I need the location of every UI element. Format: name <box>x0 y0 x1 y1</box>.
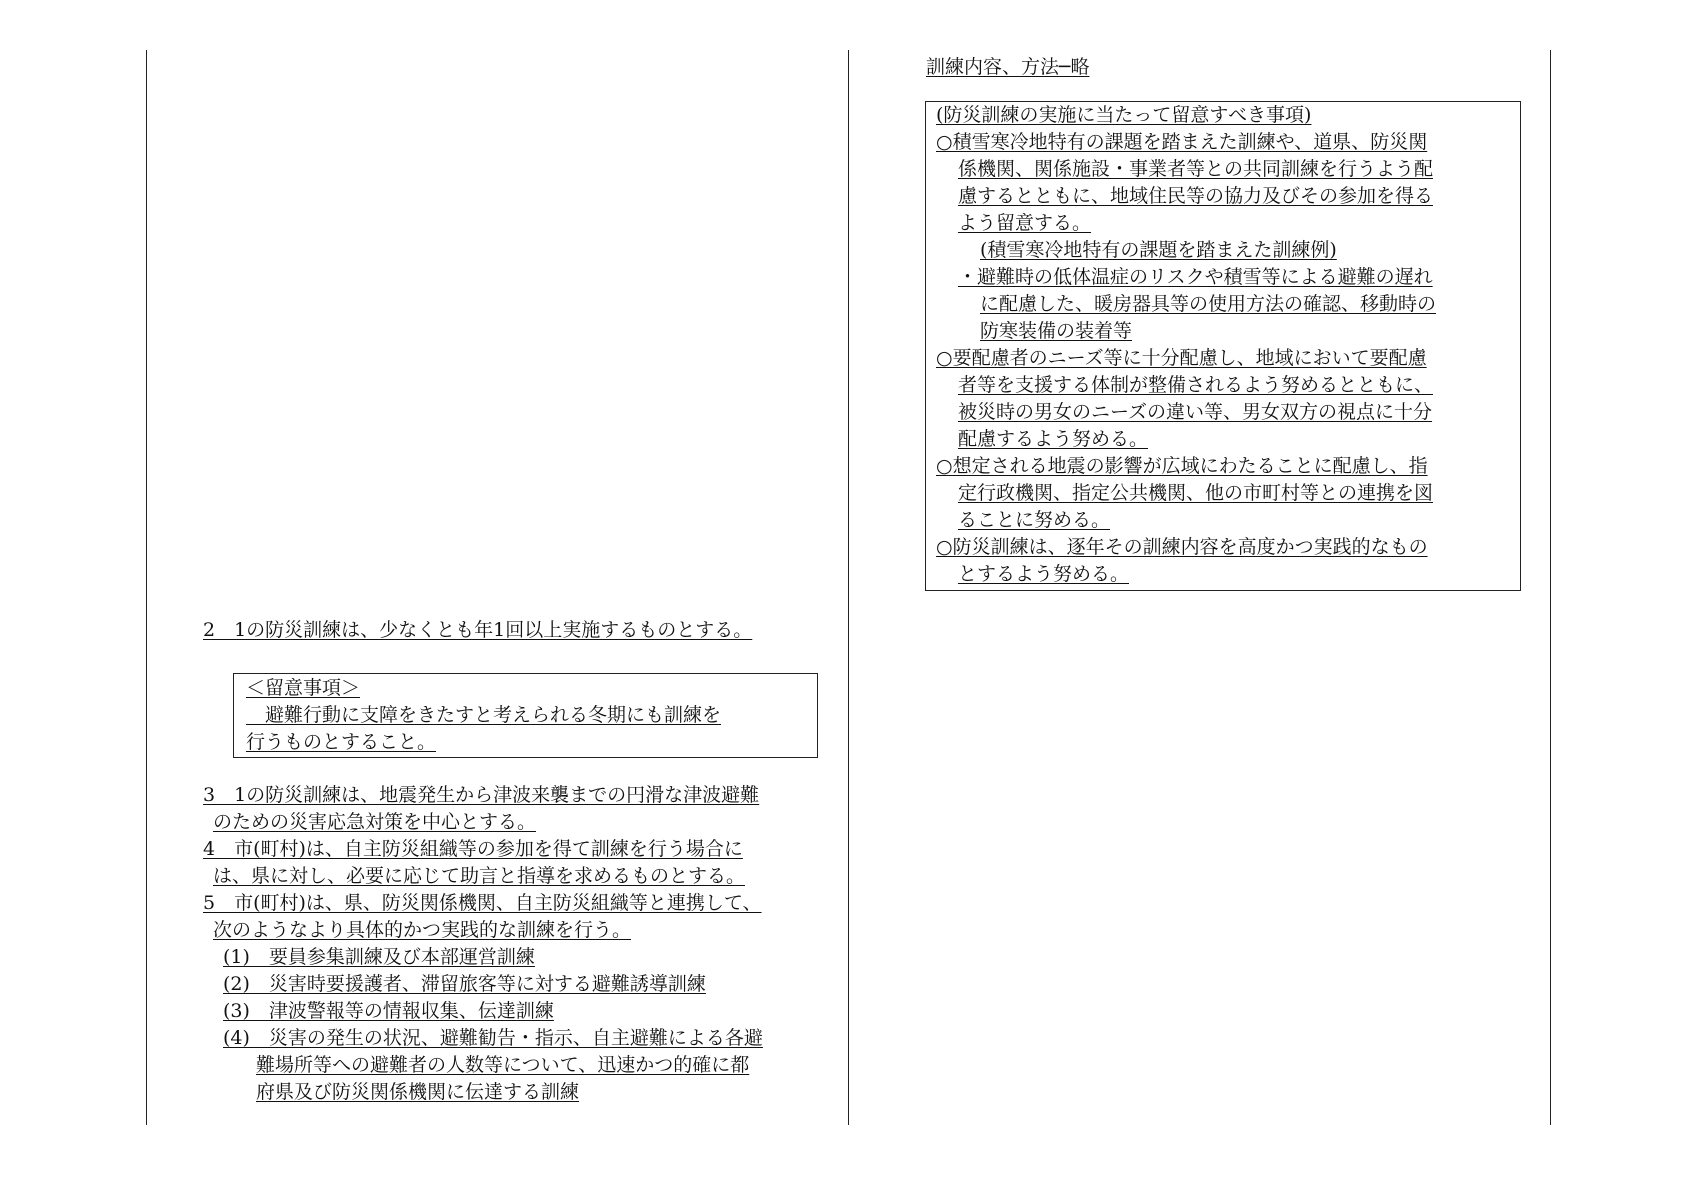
box-line: ○想定される地震の影響が広域にわたることに配慮し、指 <box>936 455 1428 477</box>
box-line: 配慮するよう努める。 <box>958 428 1149 450</box>
right-margin-rule <box>1550 50 1551 1125</box>
item-4-line: 4 市(町村)は、自主防災組織等の参加を得て訓練を行う場合に <box>203 838 743 860</box>
subitem: (4) 災害の発生の状況、避難勧告・指示、自主避難による各避 <box>223 1027 763 1049</box>
box-line: 被災時の男女のニーズの違い等、男女双方の視点に十分 <box>958 401 1433 423</box>
box-title: (防災訓練の実施に当たって留意すべき事項) <box>936 104 1312 126</box>
section-heading: 訓練内容、方法─略 <box>926 56 1090 78</box>
center-divider-rule <box>848 50 849 1125</box>
box-line: 係機関、関係施設・事業者等との共同訓練を行うよう配 <box>958 158 1434 180</box>
note-line: 行うものとすること。 <box>246 731 437 753</box>
box-line: に配慮した、暖房器具等の使用方法の確認、移動時の <box>980 293 1437 315</box>
item-4-line: は、県に対し、必要に応じて助言と指導を求めるものとする。 <box>213 865 746 887</box>
item-5-line: 次のようなより具体的かつ実践的な訓練を行う。 <box>213 919 632 941</box>
box-line: ○積雪寒冷地特有の課題を踏まえた訓練や、道県、防災関 <box>936 131 1428 153</box>
item-3-line: 3 1の防災訓練は、地震発生から津波来襲までの円滑な津波避難 <box>203 784 760 806</box>
item-3-line: のための災害応急対策を中心とする。 <box>213 811 537 833</box>
item-5-line: 5 市(町村)は、県、防災関係機関、自主防災組織等と連携して、 <box>203 892 762 914</box>
box-line: 防寒装備の装着等 <box>980 320 1133 342</box>
subitem-continuation: 難場所等への避難者の人数等について、迅速かつ的確に都 <box>256 1054 750 1076</box>
subitem-continuation: 府県及び防災関係機関に伝達する訓練 <box>256 1081 580 1103</box>
box-line: 者等を支援する体制が整備されるよう努めるとともに、 <box>958 374 1434 396</box>
box-line: とするよう努める。 <box>958 563 1130 585</box>
item-2: 2 1の防災訓練は、少なくとも年1回以上実施するものとする。 <box>203 619 753 641</box>
box-line: (積雪寒冷地特有の課題を踏まえた訓練例) <box>980 239 1337 261</box>
box-line: ○防災訓練は、逐年その訓練内容を高度かつ実践的なもの <box>936 536 1428 558</box>
box-line: ○要配慮者のニーズ等に十分配慮し、地域において要配慮 <box>936 347 1427 369</box>
left-margin-rule <box>146 50 147 1125</box>
box-line: 慮するとともに、地域住民等の協力及びその参加を得る <box>958 185 1434 207</box>
box-line: ・避難時の低体温症のリスクや積雪等による避難の遅れ <box>958 266 1433 288</box>
note-title: ＜留意事項＞ <box>246 677 361 699</box>
box-line: 定行政機関、指定公共機関、他の市町村等との連携を図 <box>958 482 1434 504</box>
subitem: (1) 要員参集訓練及び本部運営訓練 <box>223 946 535 968</box>
considerations-box <box>925 101 1521 591</box>
note-line: 避難行動に支障をきたすと考えられる冬期にも訓練を <box>246 704 722 726</box>
subitem: (3) 津波警報等の情報収集、伝達訓練 <box>223 1000 554 1022</box>
subitem: (2) 災害時要援護者、滞留旅客等に対する避難誘導訓練 <box>223 973 706 995</box>
box-line: よう留意する。 <box>958 212 1092 234</box>
note-box <box>233 673 818 758</box>
box-line: ることに努める。 <box>958 509 1111 531</box>
